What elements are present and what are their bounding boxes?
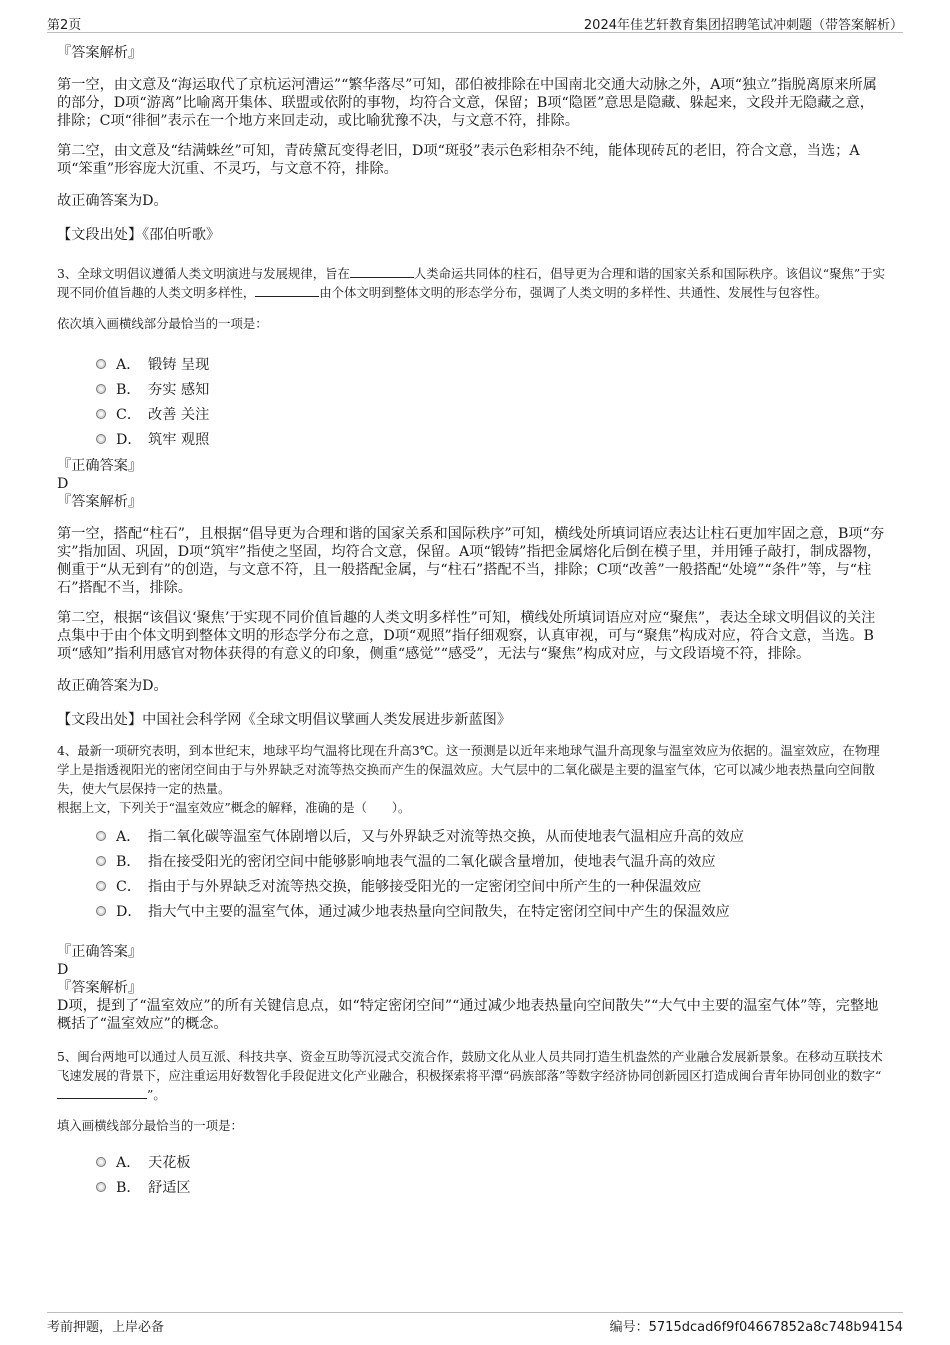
q4-option-b[interactable]: B． 指在接受阳光的密闭空间中能够影响地表气温的二氧化碳含量增加，使地表气温升高的效应	[96, 848, 887, 873]
q4-options	[57, 823, 887, 923]
radio-icon[interactable]	[96, 359, 106, 369]
q4-option-c[interactable]: C． 指由于与外界缺乏对流等热交换，能够接受阳光的一定密闭空间中所产生的一种保温效应	[96, 873, 887, 898]
q4-analysis: D项，提到了“温室效应”的所有关键信息点，如“特定密闭空间”“通过减少地表热量向空间散失”“大气中主要的温室气体”等，完整地概括了“温室效应”的概念。	[57, 998, 879, 1032]
q4-prompt: 根据上文，下列关于“温室效应”概念的解释，准确的是（ ）。	[57, 800, 411, 815]
q5-options	[57, 1149, 887, 1199]
q3-option-b[interactable]: B． 夯实 感知	[96, 376, 887, 401]
analysis-label: 『答案解析』	[57, 45, 143, 61]
page-header	[47, 14, 903, 33]
q4-option-d[interactable]: D． 指大气中主要的温室气体，通过减少地表热量向空间散失，在特定密闭空间中产生的保温效应	[96, 898, 887, 923]
q3-option-a[interactable]: A． 锻铸 呈现	[96, 351, 887, 376]
q3-options	[57, 351, 887, 451]
q3-stem: 3、全球文明倡议遵循人类文明演进与发展规律，旨在 人类命运共同体的柱石，倡导更为合理和谐的国家关系和国际秩序。该倡议“聚焦”于实现不同价值旨趣的人类文明多样性， 由个体文明到整体文明的形态学分布，强调了人类文明的多样性、共通性、发展性与包容性。	[57, 266, 885, 300]
q3-analysis-para2: 第二空，根据“该倡议‘聚焦’于实现不同价值旨趣的人类文明多样性”可知，横线处所填词语应对应“聚焦”，表达全球文明倡议的关注点集中于由个体文明到整体文明的形态学分布之意，D项“观照”指仔细观察，认真审视，可与“聚焦”构成对应，符合文意，当选。B项“感知”指利用感官对物体获得的有意义的印象，侧重“感觉”“感受”，无法与“聚焦”构成对应，与文段语境不符，排除。	[57, 610, 876, 662]
q4-stem: 4、最新一项研究表明，到本世纪末，地球平均气温将比现在升高3℃。这一预测是以近年来地球气温升高现象与温室效应为依据的。温室效应，在物理学上是指透视阳光的密闭空间由于与外界缺乏对流等热交换而产生的保温效应。大气层中的二氧化碳是主要的温室气体，它可以减少地表热量向空间散失，使大气层保持一定的热量。	[57, 743, 880, 796]
source-label: 【文段出处】	[57, 227, 143, 243]
q2-analysis-para2: 第二空，由文意及“结满蛛丝”可知，青砖黛瓦变得老旧，D项“斑驳”表示色彩相杂不纯，能体现砖瓦的老旧，符合文意，当选；A项“笨重”形容庞大沉重、不灵巧，与文意不符，排除。	[57, 143, 860, 177]
blank-1	[57, 1086, 147, 1099]
document-body	[57, 44, 887, 1199]
radio-icon[interactable]	[96, 434, 106, 444]
radio-icon[interactable]	[96, 1157, 106, 1167]
q3-option-d[interactable]: D． 筑牢 观照	[96, 426, 887, 451]
q3-prompt: 依次填入画横线部分最恰当的一项是：	[57, 316, 268, 331]
q5-prompt: 填入画横线部分最恰当的一项是：	[57, 1118, 243, 1133]
q2-source	[57, 226, 887, 244]
q3-source	[57, 711, 887, 729]
radio-icon[interactable]	[96, 409, 106, 419]
page-number: 第2页	[47, 18, 82, 33]
analysis-label: 『答案解析』	[57, 494, 143, 510]
source-label: 【文段出处】	[57, 712, 143, 728]
radio-icon[interactable]	[96, 881, 106, 891]
answer-label: 『正确答案』	[57, 458, 143, 474]
q3-option-c[interactable]: C． 改善 关注	[96, 401, 887, 426]
source-text: 《邵伯听歌》	[142, 227, 221, 243]
q3-answer: D	[57, 476, 69, 492]
analysis-label: 『答案解析』	[57, 980, 143, 996]
answer-label: 『正确答案』	[57, 944, 143, 960]
footer-slogan: 考前押题，上岸必备	[47, 1320, 165, 1335]
radio-icon[interactable]	[96, 831, 106, 841]
radio-icon[interactable]	[96, 1182, 106, 1192]
q2-conclusion: 故正确答案为D。	[57, 193, 168, 209]
q5-option-b[interactable]: B． 舒适区	[96, 1174, 887, 1199]
radio-icon[interactable]	[96, 856, 106, 866]
source-text: 中国社会科学网《全球文明倡议擘画人类发展进步新蓝图》	[142, 712, 512, 728]
q5-option-a[interactable]: A． 天花板	[96, 1149, 887, 1174]
radio-icon[interactable]	[96, 384, 106, 394]
q5-stem: 5、闽台两地可以通过人员互派、科技共享、资金互助等沉浸式交流合作，鼓励文化从业人员共同打造生机盎然的产业融合发展新景象。在移动互联技术飞速发展的背景下，应注重运用好数智化手段促进文化产业融合，积极探索将平潭“码族部落”等数字经济协同创新园区打造成闽台青年协同创业的数字“”。	[57, 1049, 883, 1102]
q3-conclusion: 故正确答案为D。	[57, 678, 168, 694]
blank-2	[255, 284, 319, 297]
page-footer	[47, 1312, 903, 1336]
q4-answer: D	[57, 962, 69, 978]
document-title: 2024年佳艺轩教育集团招聘笔试冲刺题（带答案解析）	[583, 18, 903, 33]
q4-option-a[interactable]: A． 指二氧化碳等温室气体剧增以后，又与外界缺乏对流等热交换，从而使地表气温相应升高的效应	[96, 823, 887, 848]
q3-analysis-para1: 第一空，搭配“柱石”，且根据“倡导更为合理和谐的国家关系和国际秩序”可知，横线处所填词语应表达让柱石更加牢固之意，B项“夯实”指加固、巩固，D项“筑牢”指使之坚固，均符合文意，保留。A项“锻铸”指把金属熔化后倒在模子里，并用锤子敲打，制成器物，侧重于“从无到有”的创造，与文意不符，且一般搭配金属，与“柱石”搭配不当，排除；C项“改善”一般搭配“处境”“条件”等，与“柱石”搭配不当，排除。	[57, 526, 885, 596]
radio-icon[interactable]	[96, 906, 106, 916]
blank-1	[350, 265, 414, 278]
q2-analysis-para1: 第一空，由文意及“海运取代了京杭运河漕运”“繁华落尽”可知，邵伯被排除在中国南北交通大动脉之外，A项“独立”指脱离原来所属的部分，D项“游离”比喻离开集体、联盟或依附的事物，均符合文意，保留；B项“隐匿”意思是隐藏、躲起来，文段并无隐藏之意，排除；C项“徘徊”表示在一个地方来回走动，或比喻犹豫不决，与文意不符，排除。	[57, 77, 877, 129]
document-code: 编号：5715dcad6f9f04667852a8c748b94154	[609, 1320, 903, 1335]
